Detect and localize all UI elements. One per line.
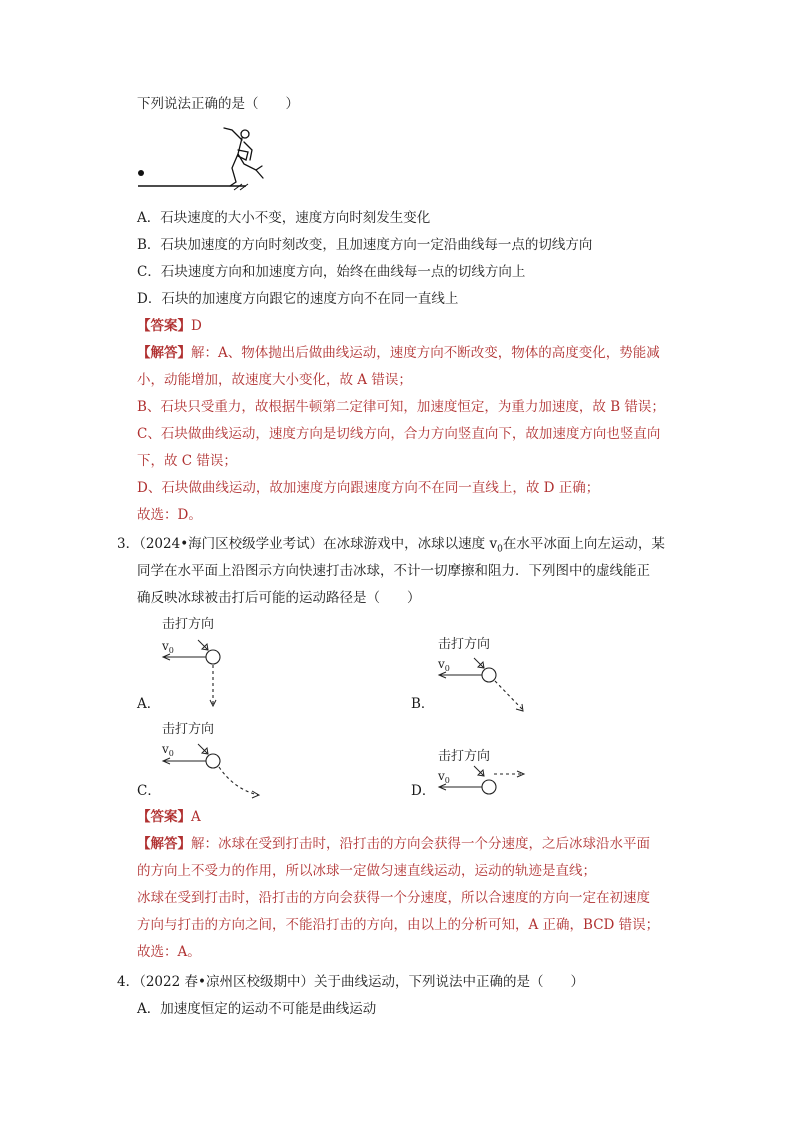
analysis-tag: 【解答】: [137, 345, 191, 361]
analysis-line: D、石块做曲线运动，故加速度方向跟速度方向不在同一直线上，故 D 正确；: [137, 480, 600, 496]
analysis-line: 方向与打击的方向之间，不能沿打击的方向，由以上的分析可知，A 正确，BCD 错误；: [137, 917, 660, 933]
question-4-option-a: A．加速度恒定的运动不可能是曲线运动: [137, 1001, 377, 1017]
question-3-first-line: 3．（2024•海门区校级学业考试）在冰球游戏中，冰球以速度 $v_0$在水平冰面上向左运动，某: [117, 536, 665, 555]
choice-c-figure: [158, 715, 268, 800]
option-a: A．石块速度的大小不变，速度方向时刻发生变化: [137, 210, 431, 226]
choice-c-label: C．: [137, 783, 161, 799]
option-d: D．石块的加速度方向跟它的速度方向不在同一直线上: [137, 291, 459, 307]
strike-direction-label: 击打方向: [438, 749, 491, 764]
question-3-line: 确反映冰球被击打后可能的运动路径是（ ）: [137, 590, 421, 606]
question-2-stem: 下列说法正确的是（ ）: [137, 96, 299, 112]
choice-a-label: A．: [137, 696, 161, 712]
strike-direction-label: 击打方向: [162, 722, 215, 737]
strike-direction-label: 击打方向: [162, 617, 215, 632]
analysis-line: 【解答】解：A、物体抛出后做曲线运动，速度方向不断改变，物体的高度变化，势能减: [137, 345, 660, 361]
answer-value: D: [191, 318, 202, 334]
analysis-line: 故选：A。: [137, 944, 201, 960]
analysis-line: B、石块只受重力，故根据牛顿第二定律可知，加速度恒定，为重力加速度，故 B 错误；: [137, 399, 665, 415]
v0-label: $v_0$: [162, 639, 174, 655]
question-3-line: 同学在水平面上沿图示方向快速打击冰球，不计一切摩擦和阻力．下列图中的虚线能正: [137, 563, 650, 579]
stone-dot: [138, 170, 144, 176]
choice-b-label: B．: [411, 696, 435, 712]
answer-value: A: [191, 809, 201, 825]
answer-line: [137, 807, 201, 827]
option-c: C．石块速度方向和加速度方向，始终在曲线每一点的切线方向上: [137, 264, 526, 280]
analysis-line: 下，故 C 错误；: [137, 453, 237, 469]
answer-tag: 【答案】: [137, 318, 191, 334]
choice-d-figure: [434, 742, 534, 802]
throwing-figure: [134, 120, 284, 194]
choice-a-figure: [158, 612, 248, 712]
v-subscript: 0: [497, 544, 503, 555]
analysis-line: 故选：D。: [137, 507, 202, 523]
question-4-stem: 4．（2022 春•凉州区校级期中）关于曲线运动，下列说法中正确的是（ ）: [117, 974, 584, 990]
analysis-line: 冰球在受到打击时，沿打击的方向会获得一个分速度，所以合速度的方向一定在初速度: [137, 890, 650, 906]
analysis-tag: 【解答】: [137, 836, 191, 852]
strike-direction-label: 击打方向: [438, 637, 491, 652]
v0-label: $v_0$: [438, 769, 450, 785]
v0-label: $v_0$: [162, 742, 174, 758]
answer-line: [137, 316, 202, 336]
analysis-line: 小，动能增加，故速度大小变化，故 A 错误；: [137, 372, 412, 388]
analysis-line: 【解答】解：冰球在受到打击时，沿打击的方向会获得一个分速度，之后冰球沿水平面: [137, 836, 650, 852]
question-number: 3．: [117, 536, 140, 552]
analysis-line: C、石块做曲线运动，速度方向是切线方向，合力方向竖直向下，故加速度方向也竖直向: [137, 426, 661, 442]
analysis-line: 的方向上不受力的作用，所以冰球一定做匀速直线运动，运动的轨迹是直线；: [137, 863, 596, 879]
option-b: B．石块加速度的方向时刻改变，且加速度方向一定沿曲线每一点的切线方向: [137, 237, 593, 253]
choice-d-label: D．: [411, 783, 436, 799]
v0-label: $v_0$: [438, 657, 450, 673]
choice-b-figure: [434, 630, 534, 720]
answer-tag: 【答案】: [137, 809, 191, 825]
